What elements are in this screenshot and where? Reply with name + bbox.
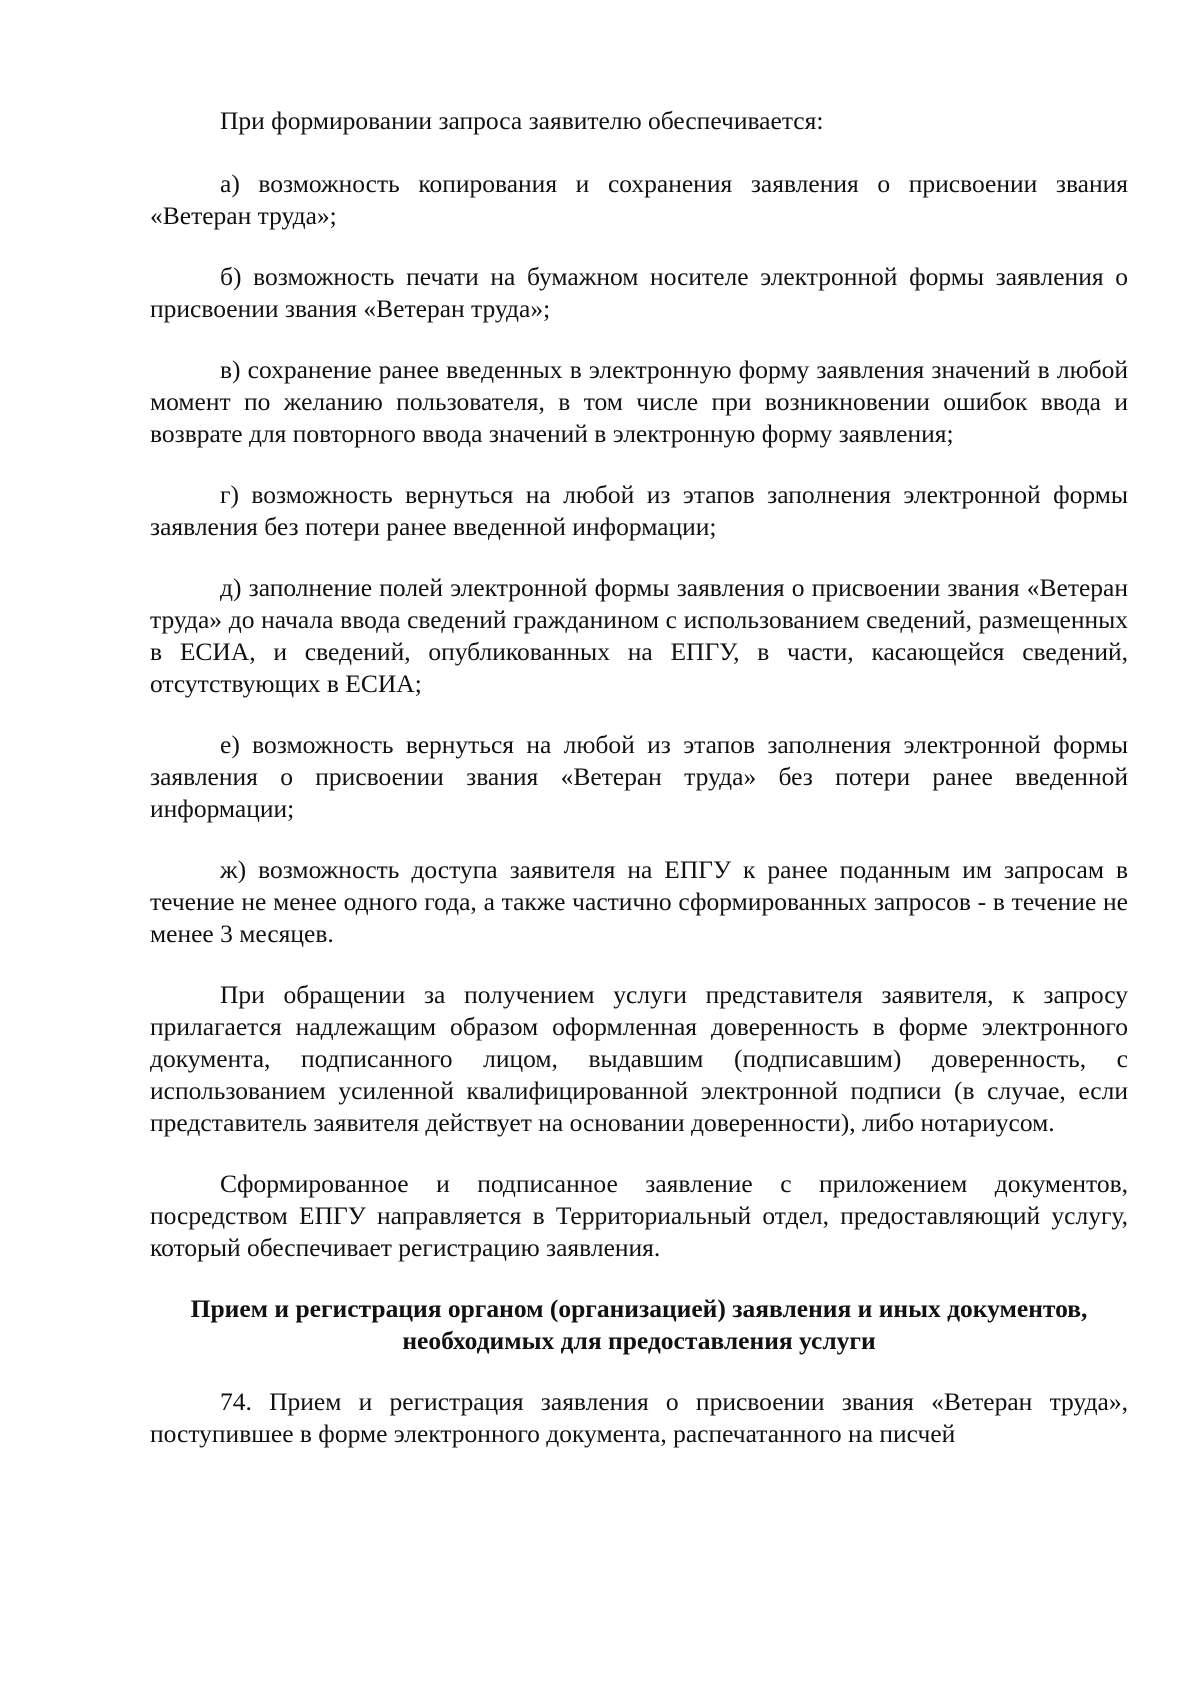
item-v-paragraph: в) сохранение ранее введенных в электронную форму заявления значений в любой момент по желанию пользователя, в том числе при возникновении ошибок ввода и возврате для повторного ввода значений в электронную форму заявления; [150, 355, 1128, 448]
item-b-paragraph: б) возможность печати на бумажном носителе электронной формы заявления о присвоении звания «Ветеран труда»; [150, 262, 1128, 323]
item-e-paragraph: е) возможность вернуться на любой из этапов заполнения электронной формы заявления о присвоении звания «Ветеран труда» без потери ранее введенной информации; [150, 730, 1128, 823]
item-g-paragraph: г) возможность вернуться на любой из этапов заполнения электронной формы заявления без потери ранее введенной информации; [150, 480, 1128, 541]
item-d-paragraph: д) заполнение полей электронной формы заявления о присвоении звания «Ветеран труда» до начала ввода сведений гражданином с использованием сведений, размещенных в ЕСИА, и сведений, опубликованных на ЕПГУ, в части, касающейся сведений, отсутствующих в ЕСИА; [150, 573, 1128, 698]
document-page [150, 105, 1128, 1479]
submission-paragraph: Сформированное и подписанное заявление с приложением документов, посредством ЕПГУ направляется в Территориальный отдел, предоставляющий услугу, который обеспечивает регистрацию заявления. [150, 1169, 1128, 1262]
clause-74-paragraph: 74. Прием и регистрация заявления о присвоении звания «Ветеран труда», поступившее в форме электронного документа, распечатанного на писчей [150, 1387, 1128, 1448]
representative-paragraph: При обращении за получением услуги представителя заявителя, к запросу прилагается надлежащим образом оформленная доверенность в форме электронного документа, подписанного лицом, выдавшим (подписавшим) доверенность, с использованием усиленной квалифицированной электронной подписи (в случае, если представитель заявителя действует на основании доверенности), либо нотариусом. [150, 980, 1128, 1137]
item-zh-paragraph: ж) возможность доступа заявителя на ЕПГУ к ранее поданным им запросам в течение не менее одного года, а также частично сформированных запросов - в течение не менее 3 месяцев. [150, 855, 1128, 948]
intro-paragraph: При формировании запроса заявителю обеспечивается: [220, 106, 824, 135]
section-heading: Прием и регистрация органом (организацией) заявления и иных документов, необходимых для предоставления услуги [190, 1294, 1088, 1355]
item-a-paragraph: а) возможность копирования и сохранения заявления о присвоении звания «Ветеран труда»; [150, 169, 1128, 230]
